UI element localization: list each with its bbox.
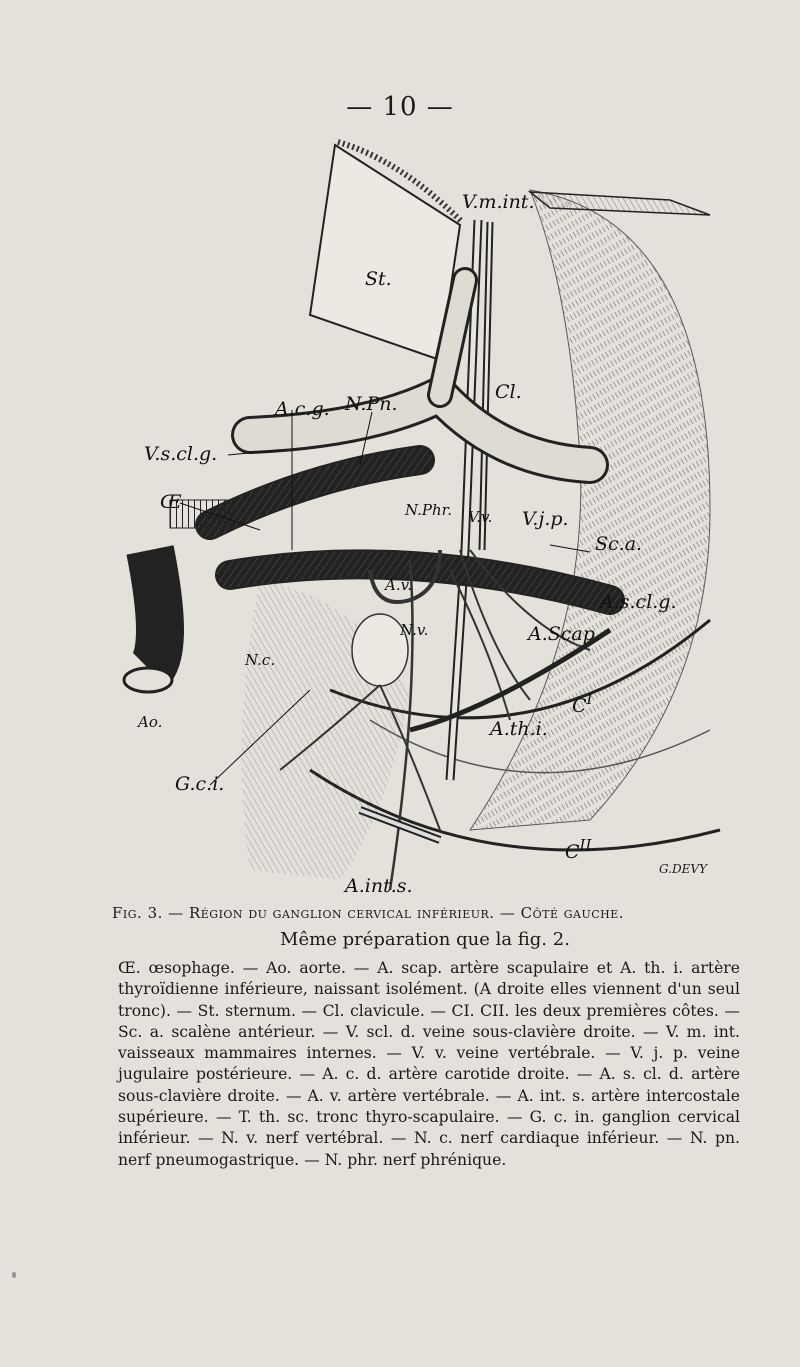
paper-speck <box>12 1272 16 1278</box>
label-vv: V.v. <box>468 508 493 526</box>
page-number: — 10 — <box>346 92 454 122</box>
label-st: St. <box>365 268 392 290</box>
figure-number: Fig. 3. <box>112 904 163 922</box>
figure-illustration <box>110 130 750 900</box>
figure-legend: Œ. œsophage. — Ao. aorte. — A. scap. artère scapulaire et A. th. i. artère thyroïdienne inférieure, naissant isolément. (A droite elles viennent d'un seul tronc). — St. sternum. — Cl. clavicule. — CI. CII. les deux premières côtes. — Sc. a. scalène antérieur. — V. scl. d. veine sous-clavière droite. — V. m. int. vaisseaux mammaires internes. — V. v. veine vertébrale. — V. j. p. veine jugulaire postérieure. — A. c. d. artère carotide droite. — A. s. cl. d. artère sous-clavière droite. — A. v. artère vertébrale. — A. int. s. artère intercostale supérieure. — T. th. sc. tronc thyro-scapulaire. — G. c. in. ganglion cervical inférieur. — N. v. nerf vertébral. — N. c. nerf cardiaque inférieur. — N. pn. nerf pneumogastrique. — N. phr. nerf phrénique. <box>118 959 740 1169</box>
label-cii: $C^{II}$ <box>565 836 592 863</box>
label-athi: A.th.i. <box>490 718 548 740</box>
label-ascap: A.Scap. <box>528 623 601 645</box>
label-asclg: A.s.cl.g. <box>600 591 677 613</box>
label-oe: Œ <box>160 491 182 513</box>
sternum <box>310 145 460 360</box>
figure-side: Côté gauche. <box>520 904 625 922</box>
label-ci: $C^I$ <box>572 690 593 717</box>
label-vm-int: V.m.int. <box>462 191 535 213</box>
label-vsclg: V.s.cl.g. <box>144 443 218 465</box>
engraver-signature: G.DEVY <box>659 862 707 876</box>
label-nphr: N.Phr. <box>405 501 452 519</box>
label-cl: Cl. <box>495 381 522 403</box>
figure-subtitle: Même préparation que la fig. 2. <box>280 929 570 950</box>
anatomical-figure <box>110 130 750 900</box>
label-sca: Sc.a. <box>595 533 643 555</box>
aorta-opening <box>124 668 172 692</box>
label-npn: N.Pn. <box>345 393 398 415</box>
label-nv: N.v. <box>400 621 429 639</box>
label-gci: G.c.i. <box>175 773 225 795</box>
label-vjp: V.j.p. <box>522 508 569 530</box>
label-acg: A.c.g. <box>275 398 330 420</box>
figure-title: Région du ganglion cervical inférieur. <box>188 904 495 922</box>
label-ao: Ao. <box>138 713 163 731</box>
figure-caption-title: Fig. 3. — Région du ganglion cervical inférieur. — Côté gauche. <box>112 904 625 922</box>
label-aints: A.int.s. <box>345 875 413 897</box>
label-nc: N.c. <box>245 651 276 669</box>
label-av: A.v. <box>385 576 413 594</box>
